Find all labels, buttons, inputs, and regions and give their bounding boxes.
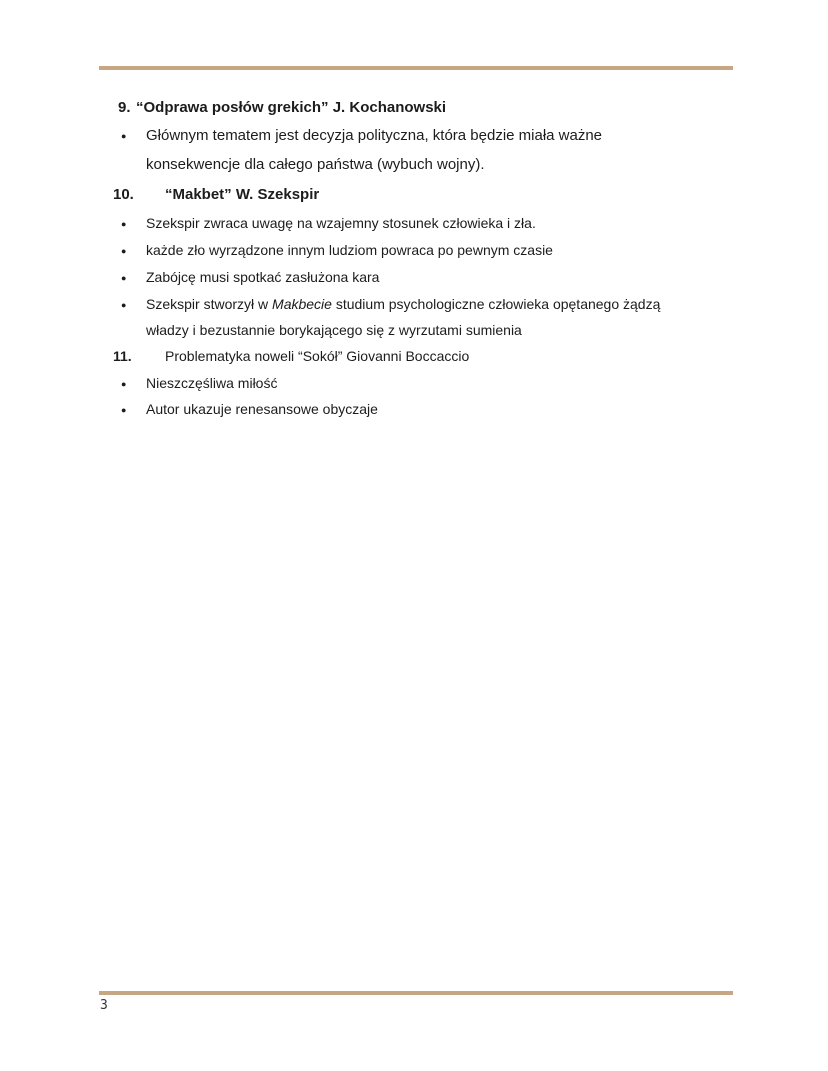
section-title: “Odprawa posłów grekich” J. Kochanowski [136, 99, 447, 116]
bullet-icon: ● [121, 273, 127, 283]
section-title: Problematyka noweli “Sokół” Giovanni Boccaccio [165, 348, 470, 364]
list-item-text: Autor ukazuje renesansowe obyczaje [146, 401, 378, 417]
list-item-text: Nieszczęśliwa miłość [146, 375, 278, 391]
bullet-icon: ● [121, 131, 127, 141]
section-number: 9. [118, 99, 131, 116]
text-before: Szekspir stworzył w [146, 296, 273, 312]
bullet-icon: ● [121, 246, 127, 256]
list-item-text: konsekwencje dla całego państwa (wybuch wojny). [146, 156, 485, 173]
footer-rule [99, 991, 733, 995]
section-number: 10. [113, 186, 134, 203]
list-item-text: Zabójcę musi spotkać zasłużona kara [146, 269, 380, 285]
list-item-text: każde zło wyrządzone innym ludziom powraca po pewnym czasie [146, 242, 553, 258]
section-number: 11. [113, 348, 132, 364]
header-rule [99, 66, 733, 70]
text-after: studium psychologiczne człowieka opętanego żądzą [331, 296, 661, 312]
section-title: “Makbet” W. Szekspir [165, 186, 320, 203]
italic-title: Makbecie [272, 296, 332, 312]
bullet-icon: ● [121, 219, 127, 229]
list-item-text [146, 296, 660, 312]
page-number: 3 [100, 998, 108, 1013]
list-item-text: władzy i bezustannie borykającego się z wyrzutami sumienia [146, 322, 522, 338]
bullet-icon: ● [121, 379, 127, 389]
list-item-text: Szekspir zwraca uwagę na wzajemny stosunek człowieka i zła. [146, 215, 536, 231]
bullet-icon: ● [121, 300, 127, 310]
bullet-icon: ● [121, 405, 127, 415]
list-item-text: Głównym tematem jest decyzja polityczna, która będzie miała ważne [146, 127, 603, 144]
